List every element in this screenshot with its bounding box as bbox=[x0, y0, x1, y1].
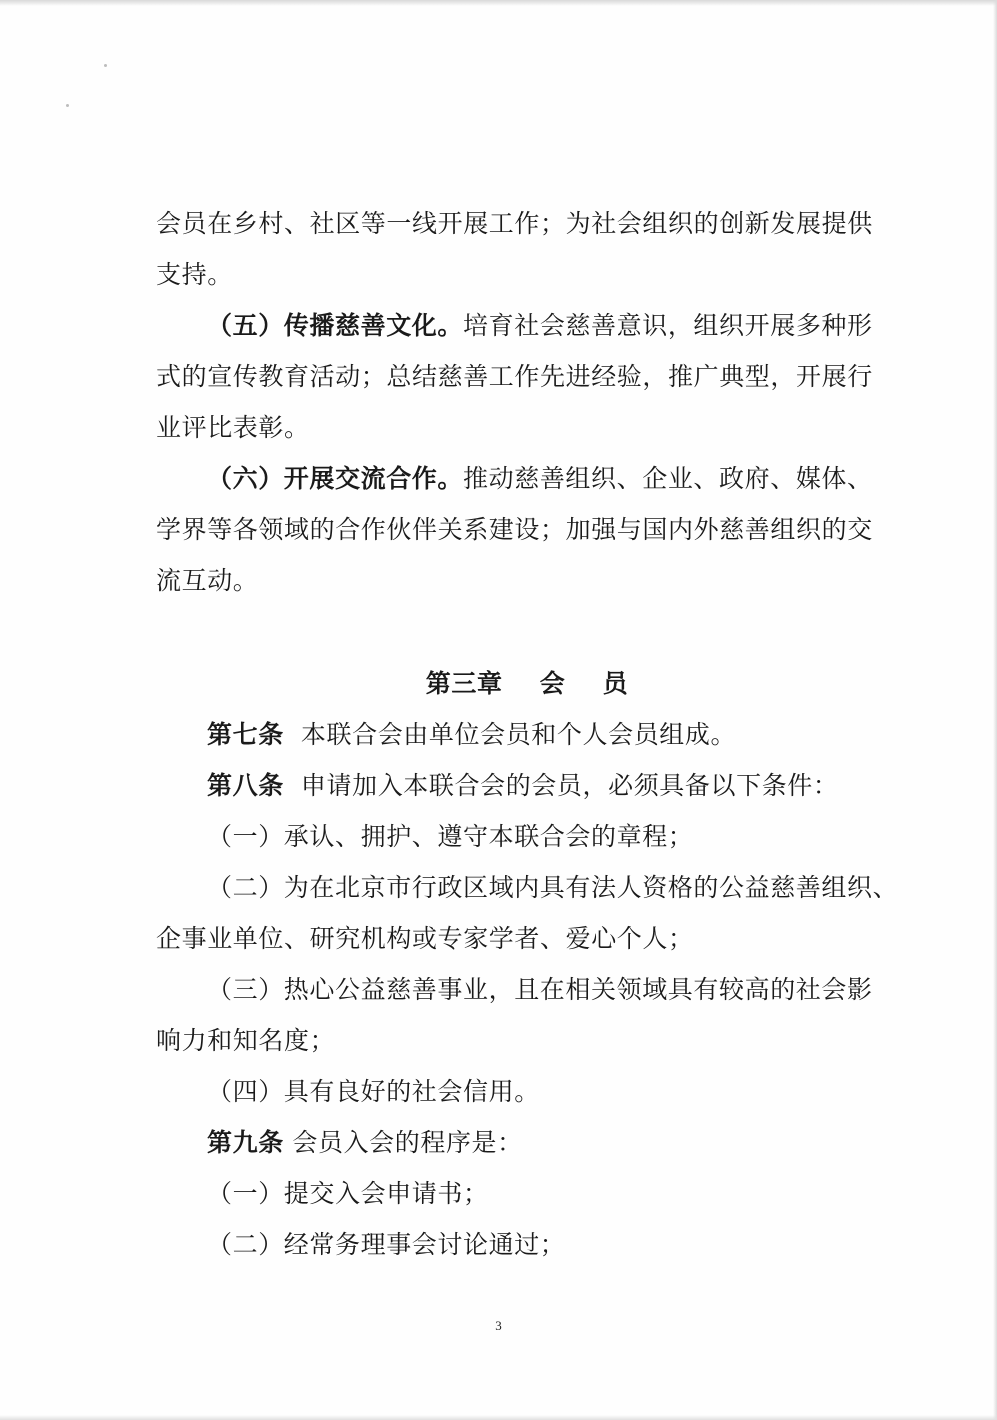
article-label: 第九条 bbox=[207, 1128, 284, 1157]
scan-edge-top bbox=[0, 0, 997, 6]
list-item: （四）具有良好的社会信用。 bbox=[207, 1077, 540, 1106]
list-item: （一）承认、拥护、遵守本联合会的章程； bbox=[207, 822, 694, 851]
paragraph-text: 推动慈善组织、企业、政府、媒体、 bbox=[463, 464, 873, 493]
section-heading-five: （五）传播慈善文化。 bbox=[207, 311, 464, 340]
section-six-first-line bbox=[156, 453, 898, 504]
scan-edge-right bbox=[993, 0, 997, 1420]
paragraph-line: 会员在乡村、社区等一线开展工作；为社会组织的创新发展提供 bbox=[156, 209, 873, 238]
section-five-first-line bbox=[156, 300, 898, 351]
article-nine bbox=[156, 1117, 898, 1168]
spacer bbox=[156, 606, 898, 658]
list-item-continuation: 响力和知名度； bbox=[156, 1026, 336, 1055]
paragraph-line: 业评比表彰。 bbox=[156, 413, 310, 442]
paragraph-text: 培育社会慈善意识，组织开展多种形 bbox=[463, 311, 873, 340]
article-seven bbox=[156, 709, 898, 760]
list-item: （一）提交入会申请书； bbox=[207, 1179, 489, 1208]
section-heading-six: （六）开展交流合作。 bbox=[207, 464, 464, 493]
document-body bbox=[156, 198, 898, 1270]
chapter-title: 第三章 会 员 bbox=[425, 669, 629, 698]
paragraph-line: 支持。 bbox=[156, 260, 233, 289]
list-item: （二）为在北京市行政区域内具有法人资格的公益慈善组织、 bbox=[207, 873, 899, 902]
paragraph-line: 式的宣传教育活动；总结慈善工作先进经验，推广典型，开展行 bbox=[156, 362, 873, 391]
article-label: 第七条 bbox=[207, 720, 284, 749]
list-item-continuation: 企事业单位、研究机构或专家学者、爱心个人； bbox=[156, 924, 694, 953]
paragraph-line: 学界等各领域的合作伙伴关系建设；加强与国内外慈善组织的交 bbox=[156, 515, 873, 544]
scan-speck bbox=[104, 64, 107, 67]
article-text: 申请加入本联合会的会员，必须具备以下条件： bbox=[283, 771, 839, 800]
page-number: 3 bbox=[495, 1318, 502, 1333]
list-item: （三）热心公益慈善事业，且在相关领域具有较高的社会影 bbox=[207, 975, 873, 1004]
article-text: 本联合会由单位会员和个人会员组成。 bbox=[283, 720, 737, 749]
article-eight bbox=[156, 760, 898, 811]
scan-edge-bottom bbox=[0, 1415, 997, 1420]
list-item: （二）经常务理事会讨论通过； bbox=[207, 1230, 566, 1259]
paragraph-line: 流互动。 bbox=[156, 566, 259, 595]
article-label: 第八条 bbox=[207, 771, 284, 800]
scan-speck bbox=[66, 104, 69, 107]
article-text: 会员入会的程序是： bbox=[283, 1128, 523, 1157]
